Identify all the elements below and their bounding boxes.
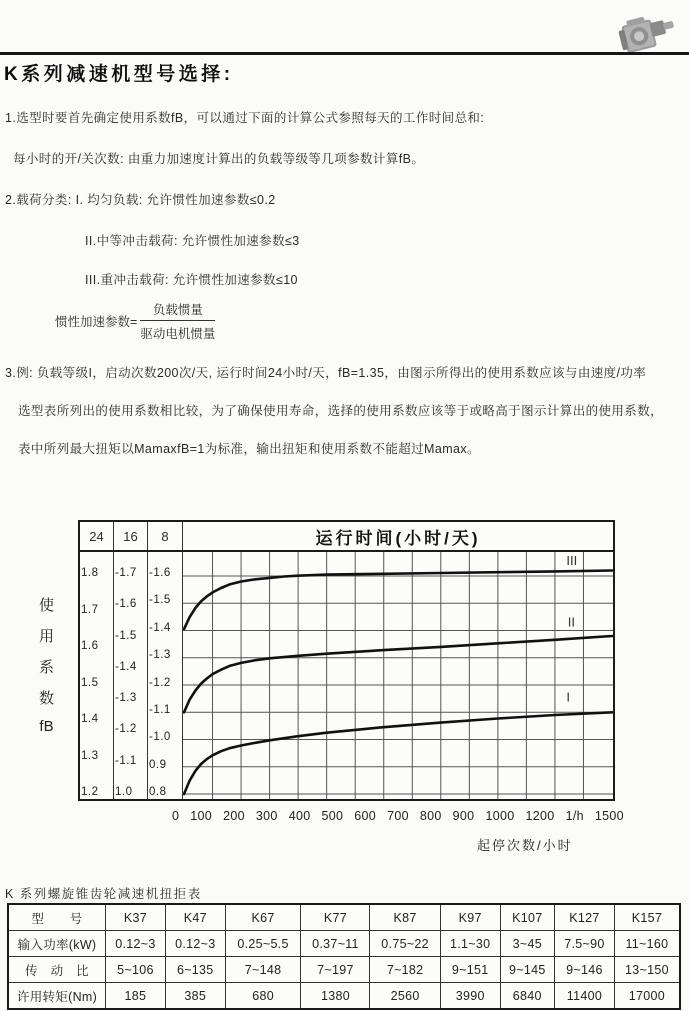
table-cell: 185 (106, 983, 166, 1010)
paragraph-3-line-1: 3.例: 负载等级I，启动次数200次/天, 运行时间24小时/天，fB=1.35，由图示所得出的使用系数应该与由速度/功率 (5, 366, 647, 380)
x-tick-label: 300 (255, 809, 278, 823)
y-scale-label: -1.4 (115, 660, 137, 673)
y-scale-label: -1.0 (149, 731, 171, 744)
curve-III (184, 571, 612, 630)
row-header-cell: 传 动 比 (8, 957, 106, 983)
x-tick-label: 1/h (565, 809, 584, 823)
table-cell: 3~45 (500, 931, 554, 957)
x-tick-label: 400 (288, 809, 311, 823)
table-cell: 7~182 (370, 957, 440, 983)
chart-header (80, 522, 613, 552)
table-cell: 2560 (370, 983, 440, 1010)
table-row (8, 931, 680, 957)
y-scale-label: -1.6 (149, 567, 171, 579)
table-cell: 1380 (301, 983, 370, 1010)
table-cell: 385 (165, 983, 225, 1010)
x-tick-label: 900 (452, 809, 475, 823)
y-scale-label: 1.4 (81, 713, 99, 725)
paragraph-3-line-3: 表中所列最大扭矩以MamaxfB=1为标准，输出扭矩和使用系数不能超过Mamax。 (18, 442, 480, 456)
table-cell: 0.25~5.5 (225, 931, 301, 957)
curve-I (184, 712, 612, 794)
x-tick-label: 100 (190, 809, 213, 823)
table-cell: 9~146 (555, 957, 615, 983)
table-cell: 5~106 (106, 957, 166, 983)
x-tick-label: 1500 (594, 809, 624, 823)
table-cell: K97 (440, 904, 500, 931)
y-scale-label: -1.6 (115, 598, 137, 611)
chart-plot (183, 552, 613, 799)
torque-table-title: K 系列螺旋锥齿轮减速机扭拒表 (5, 887, 202, 901)
y-scale-label: -1.1 (115, 754, 137, 767)
x-tick-label: 600 (354, 809, 377, 823)
x-tick-label: 0 (172, 809, 180, 823)
table-cell: 13~150 (614, 957, 680, 983)
table-cell: 3990 (440, 983, 500, 1010)
paragraph-2-line-2: II.中等冲击载荷: 允许惯性加速参数≤3 (85, 234, 300, 248)
y-scale-label: 1.0 (115, 785, 133, 798)
table-cell: 0.12~3 (165, 931, 225, 957)
y-scale-label: 1.6 (81, 640, 99, 652)
formula-denominator: 驱动电机惯量 (140, 327, 216, 341)
x-tick-label: 500 (321, 809, 344, 823)
y-scale-label: -1.2 (115, 723, 137, 736)
service-factor-chart (78, 520, 615, 801)
table-cell: K47 (165, 904, 225, 931)
table-cell: 7~197 (301, 957, 370, 983)
table-cell: K87 (370, 904, 440, 931)
table-cell: K157 (614, 904, 680, 931)
y-scale-label: 0.9 (149, 758, 167, 771)
row-header-cell: 输入功率(kW) (8, 931, 106, 957)
chart-body (80, 552, 613, 799)
curve-label-III: III (566, 553, 578, 568)
y-scale-label: 1.5 (81, 676, 99, 689)
y-axis-title-char: 使 (39, 597, 55, 614)
inertia-formula (55, 300, 215, 342)
table-row (8, 957, 680, 983)
torque-table (7, 903, 681, 1010)
y-scale-column-24h (80, 552, 114, 799)
y-scale-label: 0.8 (149, 786, 167, 798)
paragraph-1-line-2: 每小时的开/关次数: 由重力加速度计算出的负载等级等几项参数计算fB。 (13, 152, 425, 166)
table-cell: 17000 (614, 983, 680, 1010)
x-tick-row (172, 809, 624, 823)
x-tick-label: 1000 (485, 809, 515, 823)
chart-title: 运行时间(小时/天) (315, 528, 481, 548)
table-cell: 7.5~90 (555, 931, 615, 957)
hours-scale-header-16: 16 (114, 522, 148, 550)
y-scale-label: -1.2 (149, 676, 171, 689)
y-axis-title (39, 594, 54, 735)
table-cell: K77 (301, 904, 370, 931)
header-divider (0, 52, 689, 55)
curve-II (184, 636, 612, 712)
y-scale-label: -1.5 (149, 594, 171, 607)
table-cell: 6~135 (165, 957, 225, 983)
y-scale-label: -1.7 (115, 567, 137, 579)
y-scale-label: 1.3 (81, 749, 99, 762)
table-cell: 0.37~11 (301, 931, 370, 957)
y-scale-label: 1.7 (81, 603, 99, 616)
table-cell: 1.1~30 (440, 931, 500, 957)
table-cell: 0.75~22 (370, 931, 440, 957)
y-scale-label: -1.3 (149, 649, 171, 662)
row-header-cell: 型 号 (8, 904, 106, 931)
y-scale-label: -1.3 (115, 692, 137, 705)
y-axis-title-char: fB (39, 718, 54, 735)
paragraph-3-line-2: 选型表所列出的使用系数相比较，为了确保使用寿命，选择的使用系数应该等于或略高于图示计算出的使用系数， (18, 404, 664, 418)
x-tick-label: 1200 (525, 809, 555, 823)
y-scale-label: -1.4 (149, 621, 171, 634)
gearbox-product-photo (606, 9, 682, 55)
y-scale-label: 1.2 (81, 786, 99, 798)
page-title: K系列减速机型号选择: (4, 64, 234, 85)
table-row (8, 904, 680, 931)
y-axis-title-char: 系 (39, 659, 55, 676)
paragraph-1-line-1: 1.选型时要首先确定使用系数fB，可以通过下面的计算公式参照每天的工作时间总和: (5, 111, 485, 125)
x-tick-label: 800 (419, 809, 442, 823)
curve-label-II: II (567, 614, 576, 630)
paragraph-2-line-3: III.重冲击载荷: 允许惯性加速参数≤10 (85, 273, 298, 287)
hours-scale-header-24: 24 (80, 522, 114, 550)
table-cell: 680 (225, 983, 301, 1010)
table-cell: K67 (225, 904, 301, 931)
row-header-cell: 许用转矩(Nm) (8, 983, 106, 1010)
y-scale-column-16h (114, 552, 148, 799)
paragraph-2-line-1: 2.载荷分类: I. 均匀负载: 允许惯性加速参数≤0.2 (5, 193, 276, 207)
curve-label-I: I (566, 689, 571, 705)
table-cell: 11~160 (614, 931, 680, 957)
table-cell: 9~151 (440, 957, 500, 983)
table-cell: 11400 (555, 983, 615, 1010)
formula-label: 惯性加速参数= (55, 315, 138, 329)
y-scale-column-8h (148, 552, 183, 799)
y-scale-label: -1.1 (149, 703, 171, 716)
y-axis-title-char: 用 (39, 628, 55, 645)
table-row (8, 983, 680, 1010)
hours-scale-header-8: 8 (148, 522, 183, 550)
x-tick-label: 200 (223, 809, 245, 823)
formula-numerator: 负载惯量 (140, 300, 215, 321)
y-scale-label: 1.8 (81, 567, 99, 579)
table-cell: K107 (500, 904, 554, 931)
table-cell: 7~148 (225, 957, 301, 983)
x-axis-note: 起停次数/小时 (477, 838, 573, 853)
table-cell: 9~145 (500, 957, 554, 983)
table-cell: K37 (106, 904, 166, 931)
formula-fraction (140, 300, 215, 342)
y-axis-title-char: 数 (39, 690, 55, 707)
y-scale-label: -1.5 (115, 629, 137, 642)
table-cell: 6840 (500, 983, 554, 1010)
table-cell: 0.12~3 (106, 931, 166, 957)
table-cell: K127 (555, 904, 615, 931)
x-tick-label: 700 (387, 809, 409, 823)
